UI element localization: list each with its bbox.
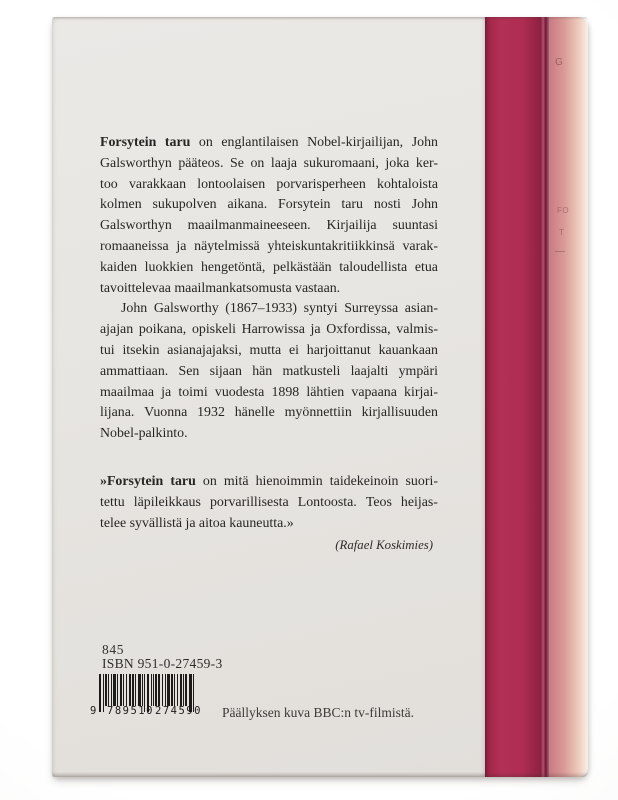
text-line bbox=[100, 383, 438, 404]
word: mutta bbox=[249, 342, 282, 358]
word: valmis- bbox=[396, 322, 438, 338]
barcode-bar bbox=[123, 674, 124, 706]
word: suuntasi bbox=[392, 218, 438, 234]
word: tui bbox=[100, 342, 115, 358]
word: maailmaa bbox=[100, 384, 154, 400]
text-line bbox=[100, 514, 438, 535]
word: Harrowissa bbox=[241, 322, 305, 338]
word: poikana, bbox=[138, 322, 187, 338]
word: kohtaloista bbox=[377, 176, 438, 192]
word: ker- bbox=[415, 155, 438, 171]
word: lähtien bbox=[306, 384, 345, 400]
word: hänelle bbox=[234, 405, 275, 421]
text-line bbox=[100, 320, 438, 341]
word: taru bbox=[341, 197, 363, 213]
word: läpileikkaus bbox=[133, 494, 201, 510]
word: näytelmissä bbox=[194, 238, 260, 254]
word: John bbox=[121, 301, 148, 317]
word: John bbox=[411, 135, 438, 150]
word: varak- bbox=[402, 238, 438, 254]
barcode-bar bbox=[126, 674, 127, 706]
word: on bbox=[250, 155, 265, 171]
word: ja bbox=[176, 238, 187, 254]
spine-text-fragment-rule: — bbox=[555, 246, 565, 257]
word: Vuonna bbox=[144, 405, 188, 421]
word: harjoittanut bbox=[306, 342, 371, 358]
word: Sen bbox=[178, 363, 200, 379]
word: Se bbox=[229, 155, 244, 171]
word: lontoolaisen bbox=[197, 176, 266, 192]
word: sijaan bbox=[209, 363, 242, 379]
barcode-bar bbox=[167, 674, 170, 706]
word: etua bbox=[414, 259, 438, 275]
spine-hinge-groove bbox=[540, 17, 549, 777]
barcode-bar bbox=[103, 674, 104, 712]
word: asian- bbox=[404, 301, 438, 317]
word: ja bbox=[185, 515, 196, 531]
word: laaja bbox=[270, 155, 298, 171]
word: (1867–1933) bbox=[225, 301, 298, 317]
word: »Forsytein bbox=[100, 474, 164, 489]
spine-edge bbox=[549, 17, 588, 777]
barcode-bar bbox=[99, 674, 101, 712]
text-line bbox=[100, 154, 438, 175]
blurb-text bbox=[100, 133, 438, 445]
word: kirjai- bbox=[404, 384, 438, 400]
word: suori- bbox=[405, 474, 438, 489]
barcode-bar bbox=[138, 674, 141, 706]
word: maailmanmaineeseen. bbox=[187, 218, 311, 234]
text-line bbox=[100, 341, 438, 362]
back-cover bbox=[52, 17, 485, 777]
word: Kirjailija bbox=[326, 218, 377, 234]
word: Surreyssa bbox=[344, 301, 399, 317]
barcode-bar bbox=[108, 674, 109, 706]
text-line bbox=[100, 299, 438, 320]
word: too bbox=[100, 176, 118, 192]
barcode-bar bbox=[117, 674, 118, 706]
text-line bbox=[100, 493, 438, 514]
barcode-bar bbox=[171, 674, 173, 706]
spine-text-fragment-title1: FO bbox=[557, 206, 570, 215]
word: kauankaan bbox=[378, 342, 438, 358]
word: luokkien bbox=[144, 259, 194, 275]
text-line bbox=[100, 362, 438, 383]
barcode bbox=[90, 674, 209, 720]
text-line bbox=[100, 403, 438, 424]
barcode-bar bbox=[162, 674, 163, 706]
word: maailmankatsomusta bbox=[174, 280, 292, 296]
word: syntyi bbox=[303, 301, 338, 317]
word: englantilaisen bbox=[221, 135, 299, 150]
word: hienoimmin bbox=[255, 474, 323, 489]
barcode-bar bbox=[142, 674, 143, 706]
quote-attribution: (Rafael Koskimies) bbox=[335, 538, 433, 553]
word: Galsworthyn bbox=[100, 155, 172, 171]
text-line bbox=[100, 195, 438, 216]
word: asianajajaksi, bbox=[167, 342, 242, 358]
word: sukupolven bbox=[152, 197, 217, 213]
barcode-digit-group2: 274590 bbox=[155, 705, 202, 717]
word: ammattiaan. bbox=[100, 363, 169, 379]
isbn-text: ISBN 951-0-27459-3 bbox=[102, 656, 223, 671]
text-line bbox=[100, 258, 438, 279]
word: Galsworthy bbox=[153, 301, 219, 317]
word: Nobel-palkinto. bbox=[100, 426, 188, 442]
barcode-bar bbox=[111, 674, 112, 706]
word: on bbox=[198, 135, 213, 150]
word: romaaneissa bbox=[100, 238, 169, 254]
barcode-bar bbox=[105, 674, 107, 706]
word: vastaan. bbox=[295, 280, 341, 296]
word: Lontoosta. bbox=[297, 494, 357, 510]
word: aitoa bbox=[198, 515, 226, 531]
word: Oxfordissa, bbox=[326, 322, 391, 338]
spine-text-fragment-top: G bbox=[555, 57, 563, 68]
word: vuodesta bbox=[214, 384, 265, 400]
word: pääteos. bbox=[178, 155, 224, 171]
word: sukuromaani, bbox=[303, 155, 379, 171]
word: taidekeinoin bbox=[329, 474, 399, 489]
word: ajajan bbox=[100, 322, 134, 338]
word: myönnettiin bbox=[284, 405, 352, 421]
text-line bbox=[100, 472, 438, 493]
word: laajalti bbox=[350, 363, 389, 379]
review-quote-block bbox=[100, 472, 438, 554]
paragraph-about-book bbox=[100, 133, 438, 299]
barcode-bar bbox=[155, 674, 157, 706]
word: lijana. bbox=[100, 405, 135, 421]
text-line bbox=[100, 424, 438, 445]
word: porvarillisesta bbox=[209, 494, 289, 510]
barcode-bar bbox=[151, 674, 152, 706]
barcode-bar bbox=[153, 674, 154, 706]
book bbox=[52, 17, 588, 777]
word: pelkästään bbox=[273, 259, 332, 275]
word: kauneutta.» bbox=[229, 515, 294, 531]
word: John bbox=[411, 197, 438, 213]
word: telee bbox=[100, 515, 127, 531]
word: taru bbox=[164, 135, 191, 150]
barcode-bar bbox=[180, 674, 182, 706]
barcode-bar bbox=[177, 674, 178, 706]
barcode-digit-lead: 9 bbox=[90, 705, 97, 717]
word: syvällistä bbox=[129, 515, 183, 531]
word: kolmen bbox=[100, 197, 142, 213]
word: ja bbox=[310, 322, 321, 338]
word: nosti bbox=[373, 197, 401, 213]
word: taru bbox=[170, 474, 196, 489]
word: itsekin bbox=[122, 342, 160, 358]
word: kaiden bbox=[100, 259, 138, 275]
category-code: 845 bbox=[102, 642, 125, 657]
word: ei bbox=[288, 342, 299, 358]
text-line bbox=[100, 175, 438, 196]
word: opiskeli bbox=[191, 322, 236, 338]
word: Forsytein bbox=[100, 135, 157, 150]
barcode-bar bbox=[135, 674, 136, 706]
word: ja bbox=[161, 384, 172, 400]
barcode-bar bbox=[174, 674, 175, 706]
word: Galsworthyn bbox=[100, 218, 172, 234]
word: ympäri bbox=[398, 363, 438, 379]
word: 1898 bbox=[271, 384, 300, 400]
word: vapaana bbox=[351, 384, 397, 400]
word: matkusteli bbox=[282, 363, 341, 379]
word: hän bbox=[252, 363, 273, 379]
word: 1932 bbox=[197, 405, 225, 421]
barcode-bar bbox=[129, 674, 131, 706]
word: Teos bbox=[365, 494, 392, 510]
word: heijas- bbox=[400, 494, 438, 510]
word: varakkaan bbox=[128, 176, 187, 192]
word: aikana. bbox=[227, 197, 268, 213]
barcode-bar bbox=[183, 674, 184, 706]
word: kirjallisuuden bbox=[361, 405, 438, 421]
barcode-bar bbox=[132, 674, 134, 706]
cover-photo-credit: Päällyksen kuva BBC:n tv-filmistä. bbox=[222, 705, 414, 720]
word: porvarisperheen bbox=[276, 176, 366, 192]
text-line bbox=[100, 133, 438, 154]
word: taloudellista bbox=[339, 259, 408, 275]
word: joka bbox=[385, 155, 410, 171]
text-line bbox=[100, 279, 438, 300]
word: hengetöntä, bbox=[200, 259, 266, 275]
review-quote bbox=[100, 472, 438, 534]
paragraph-about-author bbox=[100, 299, 438, 445]
word: toimi bbox=[178, 384, 208, 400]
barcode-bar bbox=[113, 674, 116, 706]
word: mitä bbox=[223, 474, 249, 489]
spine-text-fragment-title2: T bbox=[559, 228, 564, 237]
word: tavoittelevaa bbox=[100, 280, 171, 296]
word: on bbox=[202, 474, 217, 489]
text-line bbox=[100, 216, 438, 237]
barcode-bar bbox=[165, 674, 166, 706]
word: Forsytein bbox=[278, 197, 331, 213]
barcode-bar bbox=[185, 674, 187, 706]
spine-back-panel bbox=[485, 17, 540, 777]
word: Nobel-kirjailijan, bbox=[307, 135, 404, 150]
barcode-bar bbox=[158, 674, 160, 706]
barcode-digit-group1: 789510 bbox=[107, 705, 154, 717]
barcode-bar bbox=[120, 674, 122, 706]
word: yhteiskuntakritiikkinsä bbox=[267, 238, 395, 254]
text-line bbox=[100, 237, 438, 258]
word: tettu bbox=[100, 494, 125, 510]
